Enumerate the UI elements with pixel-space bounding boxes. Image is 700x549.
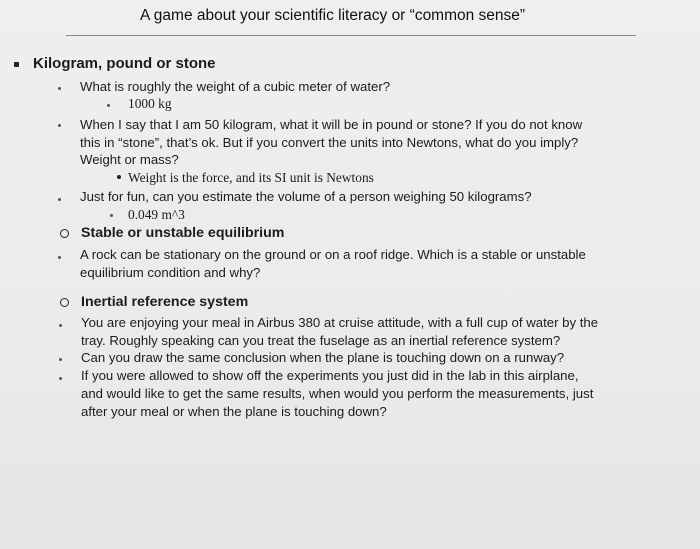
question-line: equilibrium condition and why? <box>80 265 261 280</box>
subsection-circle-icon <box>60 229 69 238</box>
item-bullet-icon <box>58 198 61 201</box>
answer-text: Weight is the force, and its SI unit is Newtons <box>128 170 374 185</box>
question-line: this in “stone”, that’s ok. But if you convert the units into Newtons, what do you imply? <box>80 135 579 150</box>
question-line: Weight or mass? <box>80 152 179 167</box>
document-title: A game about your scientific literacy or “common sense” <box>140 7 526 24</box>
item-bullet-icon <box>59 324 62 327</box>
answer-text: 0.049 m^3 <box>128 207 185 222</box>
item-bullet-icon <box>59 377 62 380</box>
question-line: after your meal or when the plane is touching down? <box>81 404 387 419</box>
question-line: You are enjoying your meal in Airbus 380 at cruise attitude, with a full cup of water by the <box>81 315 599 330</box>
answer-text: 1000 kg <box>128 96 172 111</box>
answer-bullet-icon <box>110 214 113 217</box>
question-line: and would like to get the same results, when would you perform the measurements, just <box>81 386 594 401</box>
section-bullet-icon <box>14 62 19 67</box>
question-line: Can you draw the same conclusion when the plane is touching down on a runway? <box>81 350 565 365</box>
question-line: When I say that I am 50 kilogram, what it will be in pound or stone? If you do not know <box>80 117 583 132</box>
item-bullet-icon <box>59 358 62 361</box>
subsection-circle-icon <box>60 298 69 307</box>
question-line: A rock can be stationary on the ground or on a roof ridge. Which is a stable or unstable <box>80 247 586 262</box>
question-line: Just for fun, can you estimate the volume of a person weighing 50 kilograms? <box>80 189 532 204</box>
answer-bullet-icon <box>107 104 110 107</box>
answer-bullet-icon <box>117 175 121 179</box>
question-line: If you were allowed to show off the experiments you just did in the lab in this airplane, <box>81 368 579 383</box>
question-line: tray. Roughly speaking can you treat the fuselage as an inertial reference system? <box>81 333 561 348</box>
item-bullet-icon <box>58 87 61 90</box>
title-underline <box>66 35 636 36</box>
item-bullet-icon <box>58 256 61 259</box>
section-heading-equilibrium: Stable or unstable equilibrium <box>81 225 285 241</box>
question-line: What is roughly the weight of a cubic meter of water? <box>80 79 391 94</box>
item-bullet-icon <box>58 124 61 127</box>
section-heading-inertial: Inertial reference system <box>81 294 249 310</box>
section-heading-kilogram: Kilogram, pound or stone <box>33 55 216 72</box>
